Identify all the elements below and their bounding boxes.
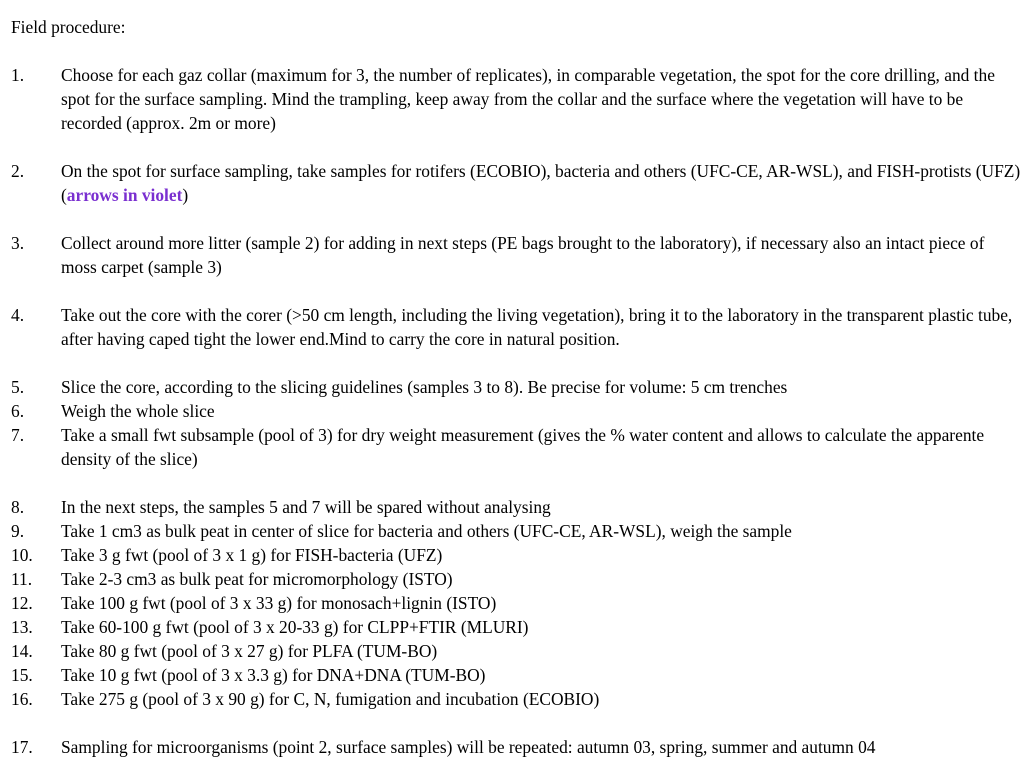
list-item-12 [11, 591, 1021, 615]
spacer [11, 471, 1021, 495]
spacer [11, 279, 1021, 303]
item-text: Take a small fwt subsample (pool of 3) for dry weight measurement (gives the % water content and allows to calculate the apparente density of the slice) [61, 425, 985, 469]
item-text: Take 100 g fwt (pool of 3 x 33 g) for monosach+lignin (ISTO) [61, 593, 497, 613]
list-item-8 [11, 495, 1021, 519]
item-number: 17. [11, 737, 33, 757]
item-text: Take 3 g fwt (pool of 3 x 1 g) for FISH-bacteria (UFZ) [61, 545, 443, 565]
list-item-4 [11, 303, 1021, 351]
list-item-16 [11, 687, 1021, 711]
item-text: Sampling for microorganisms (point 2, surface samples) will be repeated: autumn 03, spring, summer and autumn 04 [61, 737, 876, 757]
item-text: Take 80 g fwt (pool of 3 x 27 g) for PLFA (TUM-BO) [61, 641, 438, 661]
item-text [61, 159, 1021, 207]
item-text: Take 10 g fwt (pool of 3 x 3.3 g) for DNA+DNA (TUM-BO) [61, 665, 486, 685]
spacer [11, 207, 1021, 231]
item-number: 3. [11, 233, 25, 253]
item-number: 6. [11, 401, 25, 421]
list-item-7 [11, 423, 1021, 471]
list-item-15 [11, 663, 1021, 687]
item-text: Take 275 g (pool of 3 x 90 g) for C, N, fumigation and incubation (ECOBIO) [61, 689, 600, 709]
item-text: Weigh the whole slice [61, 401, 215, 421]
page-title: Field procedure: [11, 17, 126, 37]
item-number: 2. [11, 161, 25, 181]
item-number: 16. [11, 689, 33, 709]
list-item-5 [11, 375, 1021, 399]
spacer [11, 711, 1021, 735]
item-text: Slice the core, according to the slicing guidelines (samples 3 to 8). Be precise for volume: 5 cm trenches [61, 377, 788, 397]
item-number: 7. [11, 425, 25, 445]
item-number: 13. [11, 617, 33, 637]
item-text: In the next steps, the samples 5 and 7 will be spared without analysing [61, 497, 551, 517]
violet-arrows-note: arrows in violet [66, 185, 183, 205]
item-number: 12. [11, 593, 33, 613]
item-text: Choose for each gaz collar (maximum for 3, the number of replicates), in comparable vegetation, the spot for the core drilling, and the spot for the surface sampling. Mind the trampling, keep away from the collar and the surface where the vegetation will have to be recorded (approx. 2m or more) [61, 65, 995, 133]
item-text: Collect around more litter (sample 2) for adding in next steps (PE bags brought to the laboratory), if necessary also an intact piece of moss carpet (sample 3) [61, 233, 985, 277]
item-number: 8. [11, 497, 25, 517]
list-item-1 [11, 63, 1021, 135]
item-number: 5. [11, 377, 25, 397]
spacer [11, 135, 1021, 159]
list-item-9 [11, 519, 1021, 543]
list-item-3 [11, 231, 1021, 279]
item-number: 4. [11, 305, 25, 325]
spacer [11, 351, 1021, 375]
document-page [11, 15, 1021, 759]
item-number: 9. [11, 521, 25, 541]
item-text: Take 60-100 g fwt (pool of 3 x 20-33 g) for CLPP+FTIR (MLURI) [61, 617, 529, 637]
item-number: 15. [11, 665, 33, 685]
list-item-2 [11, 159, 1021, 207]
item-text: Take 2-3 cm3 as bulk peat for micromorphology (ISTO) [61, 569, 453, 589]
item-number: 10. [11, 545, 33, 565]
item-text: Take 1 cm3 as bulk peat in center of slice for bacteria and others (UFC-CE, AR-WSL), weigh the sample [61, 521, 792, 541]
item-number: 14. [11, 641, 33, 661]
list-item-14 [11, 639, 1021, 663]
item-number: 1. [11, 65, 25, 85]
list-item-13 [11, 615, 1021, 639]
item-text-after: ) [182, 185, 189, 205]
list-item-6 [11, 399, 1021, 423]
item-text: Take out the core with the corer (>50 cm length, including the living vegetation), bring it to the laboratory in the transparent plastic tube, after having caped tight the lower end.Mind to carry the core in natural position. [61, 305, 1013, 349]
item-text-before: On the spot for surface sampling, take samples for rotifers (ECOBIO), bacteria and others (UFC-CE, AR-WSL), and FISH-protists (UFZ) ( [61, 161, 1021, 205]
item-number: 11. [11, 569, 33, 589]
list-item-11 [11, 567, 1021, 591]
list-item-17 [11, 735, 1021, 759]
list-item-10 [11, 543, 1021, 567]
spacer [11, 39, 1021, 63]
